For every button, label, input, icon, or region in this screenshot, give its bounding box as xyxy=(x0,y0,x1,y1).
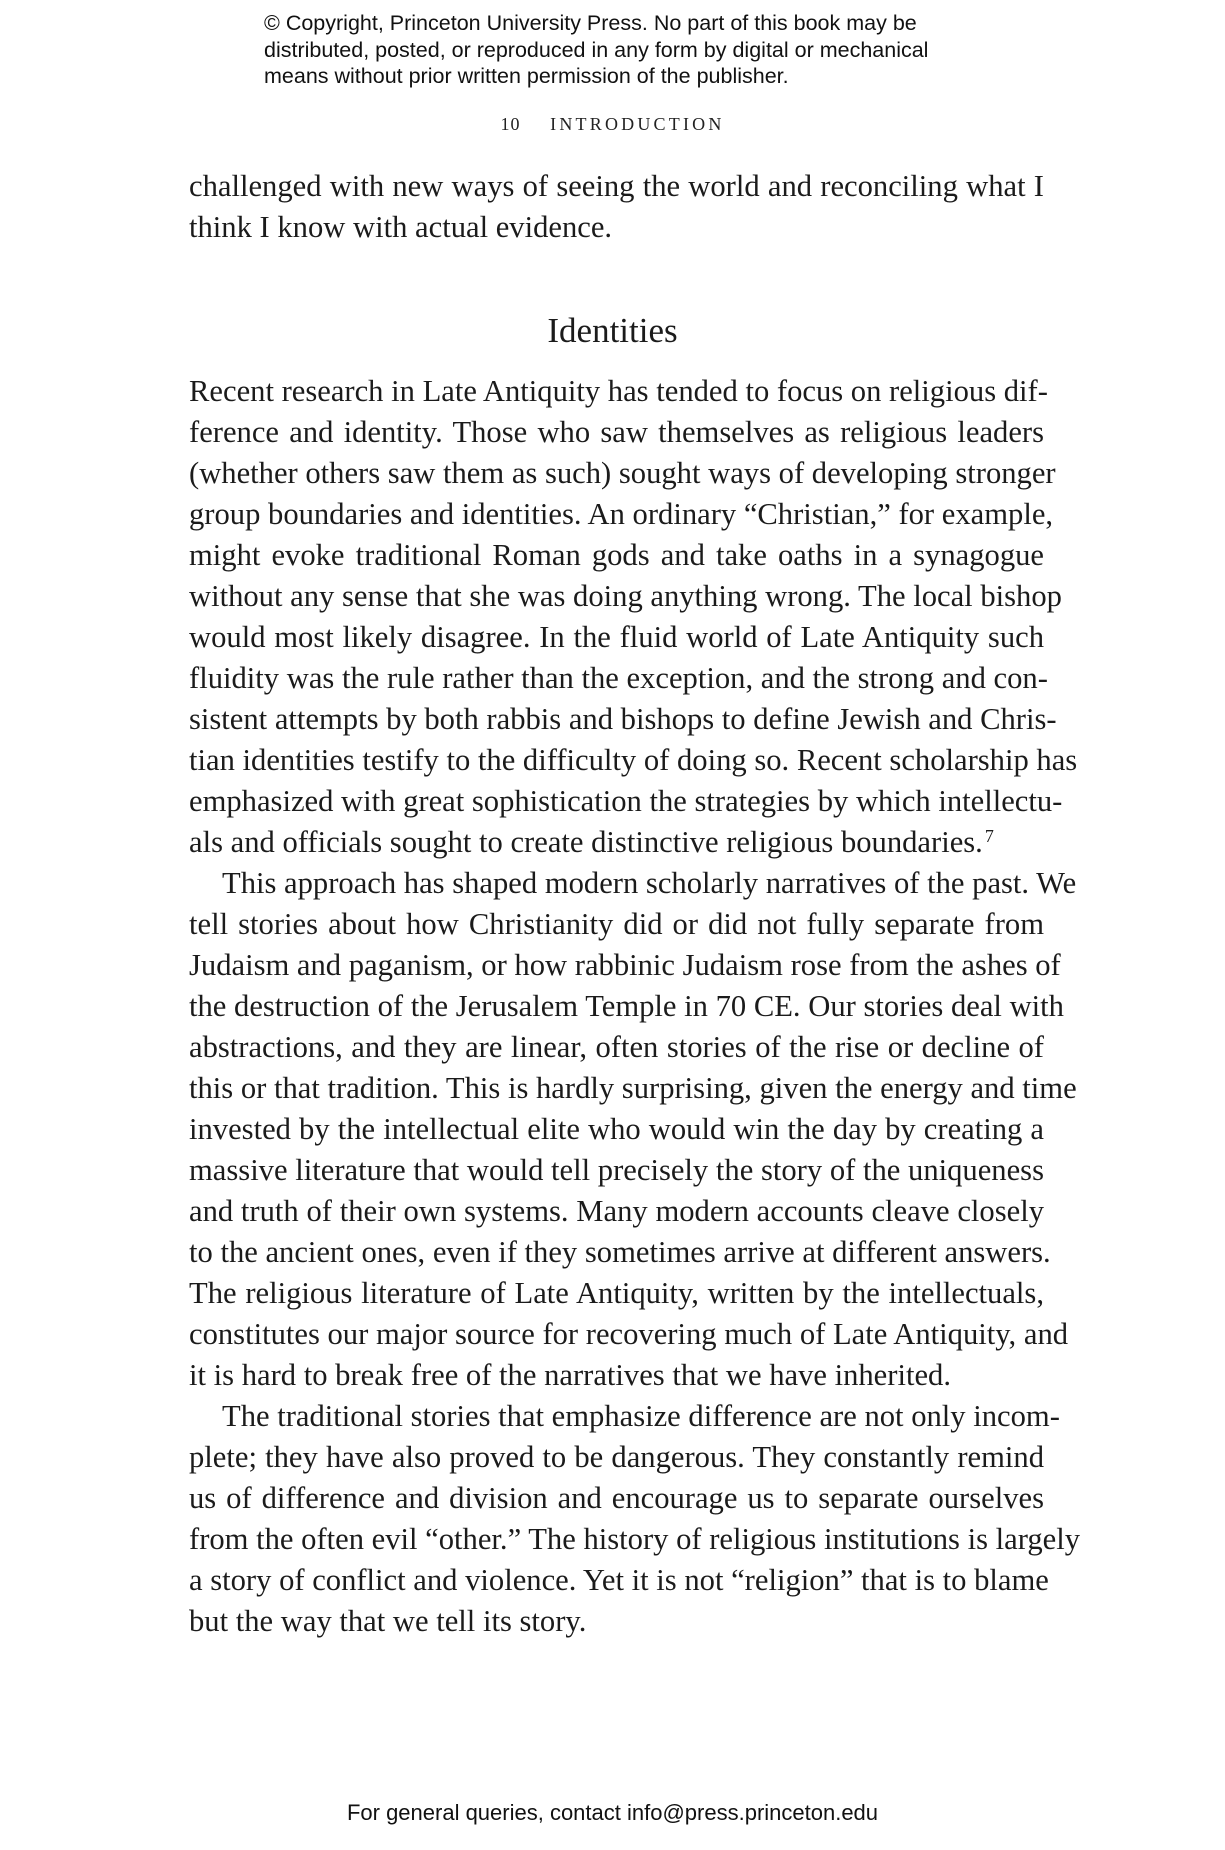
running-head xyxy=(0,114,1225,135)
text-line: would most likely disagree. In the fluid world of Late Antiquity such xyxy=(189,620,1044,654)
text-line: but the way that we tell its story. xyxy=(189,1604,587,1638)
paragraph xyxy=(189,371,1078,863)
text-line: to the ancient ones, even if they sometimes arrive at different answers. xyxy=(189,1235,1051,1269)
text-line: invested by the intellectual elite who would win the day by creating a xyxy=(189,1112,1044,1146)
text-line: ference and identity. Those who saw themselves as religious leaders xyxy=(189,415,1044,449)
text-line: us of difference and division and encourage us to separate ourselves xyxy=(189,1481,1044,1515)
text-line: it is hard to break free of the narratives that we have inherited. xyxy=(189,1358,951,1392)
running-head-title: INTRODUCTION xyxy=(550,114,725,134)
text-line xyxy=(189,822,1044,863)
text-line: emphasized with great sophistication the strategies by which intellectu- xyxy=(189,784,1063,818)
text-line: Recent research in Late Antiquity has tended to focus on religious dif- xyxy=(189,374,1048,408)
paragraph xyxy=(189,863,1077,1396)
text-line: (whether others saw them as such) sought ways of developing stronger xyxy=(189,456,1056,490)
text-line: The religious literature of Late Antiquity, written by the intellectuals, xyxy=(189,1276,1044,1310)
copyright-notice xyxy=(264,10,984,90)
text-line: this or that tradition. This is hardly surprising, given the energy and time xyxy=(189,1071,1077,1105)
continued-paragraph xyxy=(189,166,1044,248)
text-line: and truth of their own systems. Many modern accounts cleave closely xyxy=(189,1194,1044,1228)
copyright-line: © Copyright, Princeton University Press. No part of this book may be xyxy=(264,11,917,35)
text-line: group boundaries and identities. An ordinary “Christian,” for example, xyxy=(189,497,1054,531)
text-line-content: als and officials sought to create distinctive religious boundaries. xyxy=(189,825,983,859)
text-line: tell stories about how Christianity did or did not fully separate from xyxy=(189,907,1044,941)
text-line: might evoke traditional Roman gods and take oaths in a synagogue xyxy=(189,538,1044,572)
footnote-marker[interactable]: 7 xyxy=(984,826,994,846)
footer-contact: For general queries, contact info@press.princeton.edu xyxy=(346,1800,879,1825)
text-line: constitutes our major source for recovering much of Late Antiquity, and xyxy=(189,1317,1069,1351)
text-line: from the often evil “other.” The history of religious institutions is largely xyxy=(189,1522,1081,1556)
copyright-line: distributed, posted, or reproduced in any form by digital or mechanical xyxy=(264,37,929,62)
text-line: fluidity was the rule rather than the exception, and the strong and con- xyxy=(189,661,1048,695)
copyright-line: means without prior written permission of the publisher. xyxy=(264,64,789,88)
text-line: a story of conflict and violence. Yet it is not “religion” that is to blame xyxy=(189,1563,1049,1597)
text-line: challenged with new ways of seeing the world and reconciling what I xyxy=(189,169,1044,203)
text-line: the destruction of the Jerusalem Temple in 70 CE. Our stories deal with xyxy=(189,989,1064,1023)
section-body xyxy=(189,371,1081,1642)
text-line: Judaism and paganism, or how rabbinic Judaism rose from the ashes of xyxy=(189,948,1061,982)
page-number: 10 xyxy=(500,114,521,134)
section-heading: Identities xyxy=(547,311,678,350)
paragraph xyxy=(189,1396,1081,1642)
text-line: massive literature that would tell precisely the story of the uniqueness xyxy=(189,1153,1044,1187)
text-line: plete; they have also proved to be dangerous. They constantly remind xyxy=(189,1440,1044,1474)
text-line: without any sense that she was doing anything wrong. The local bishop xyxy=(189,579,1062,613)
text-line: sistent attempts by both rabbis and bishops to define Jewish and Chris- xyxy=(189,702,1057,736)
text-line: The traditional stories that emphasize difference are not only incom- xyxy=(222,1399,1060,1433)
text-line: think I know with actual evidence. xyxy=(189,210,613,244)
text-line: abstractions, and they are linear, often stories of the rise or decline of xyxy=(189,1030,1044,1064)
text-line: This approach has shaped modern scholarly narratives of the past. We xyxy=(222,866,1077,900)
text-line: tian identities testify to the difficulty of doing so. Recent scholarship has xyxy=(189,743,1078,777)
